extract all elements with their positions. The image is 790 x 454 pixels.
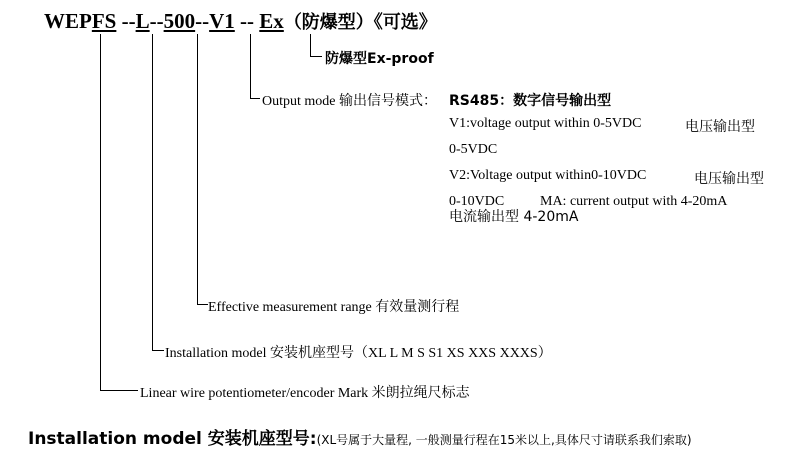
leader-line-installation-vertical (152, 34, 153, 350)
leader-line-mark-vertical (100, 34, 101, 390)
code-separator-1: -- (116, 9, 136, 33)
code-segment-l: L (135, 9, 150, 33)
code-segment-fs: FS (91, 9, 117, 33)
code-segment-optional: （防爆型）《可选》 (283, 12, 437, 33)
callout-output-row-2-en: V2:Voltage output within0-10VDC (449, 168, 647, 183)
leader-line-exproof-horizontal (310, 56, 322, 57)
leader-line-mark-horizontal (100, 390, 138, 391)
callout-output-row-1-en: 0-5VDC (449, 142, 498, 157)
leader-line-outputmode-horizontal (250, 98, 260, 99)
callout-output-mode-value: RS485：数字信号输出型 (449, 93, 612, 109)
callout-output-row-3-en: 0-10VDC (449, 194, 505, 209)
leader-line-outputmode-vertical (250, 34, 251, 98)
callout-output-row-0-en: V1:voltage output within 0-5VDC (449, 116, 642, 131)
bottom-note-detail: (XL号属于大量程, 一般测量行程在15米以上,具体尺寸请联系我们索取) (316, 433, 692, 447)
code-segment-wep: WEP (44, 9, 92, 33)
bottom-note-label: Installation model 安装机座型号: (28, 429, 317, 449)
code-segment-ex: Ex (259, 9, 284, 33)
callout-linear-mark: Linear wire potentiometer/encoder Mark 米朗拉绳尺标志 (140, 386, 470, 401)
leader-line-exproof-vertical (310, 34, 311, 56)
code-segment-500: 500 (163, 9, 196, 33)
callout-output-row-2-cn: 电压输出型 (694, 171, 764, 187)
callout-output-row-0-cn: 电压输出型 (685, 119, 755, 135)
callout-installation-model: Installation model 安装机座型号（XL L M S S1 XS XXS XXXS） (165, 346, 552, 361)
callout-exproof: 防爆型Ex-proof (325, 51, 434, 67)
bottom-note (28, 424, 692, 449)
leader-line-range-horizontal (197, 304, 208, 305)
code-separator-2: -- (149, 9, 164, 33)
product-code-line (44, 8, 437, 34)
code-segment-v1: V1 (209, 9, 235, 33)
code-separator-4: -- (234, 9, 260, 33)
code-separator-3: -- (195, 9, 210, 33)
callout-effective-range: Effective measurement range 有效量测行程 (208, 300, 460, 315)
callout-output-row-4-en: 电流输出型 4-20mA (449, 209, 579, 225)
leader-line-range-vertical (197, 34, 198, 304)
callout-output-row-3-cn: MA: current output with 4-20mA (540, 194, 728, 209)
callout-output-mode-label: Output mode 输出信号模式： (262, 94, 437, 109)
leader-line-installation-horizontal (152, 350, 164, 351)
